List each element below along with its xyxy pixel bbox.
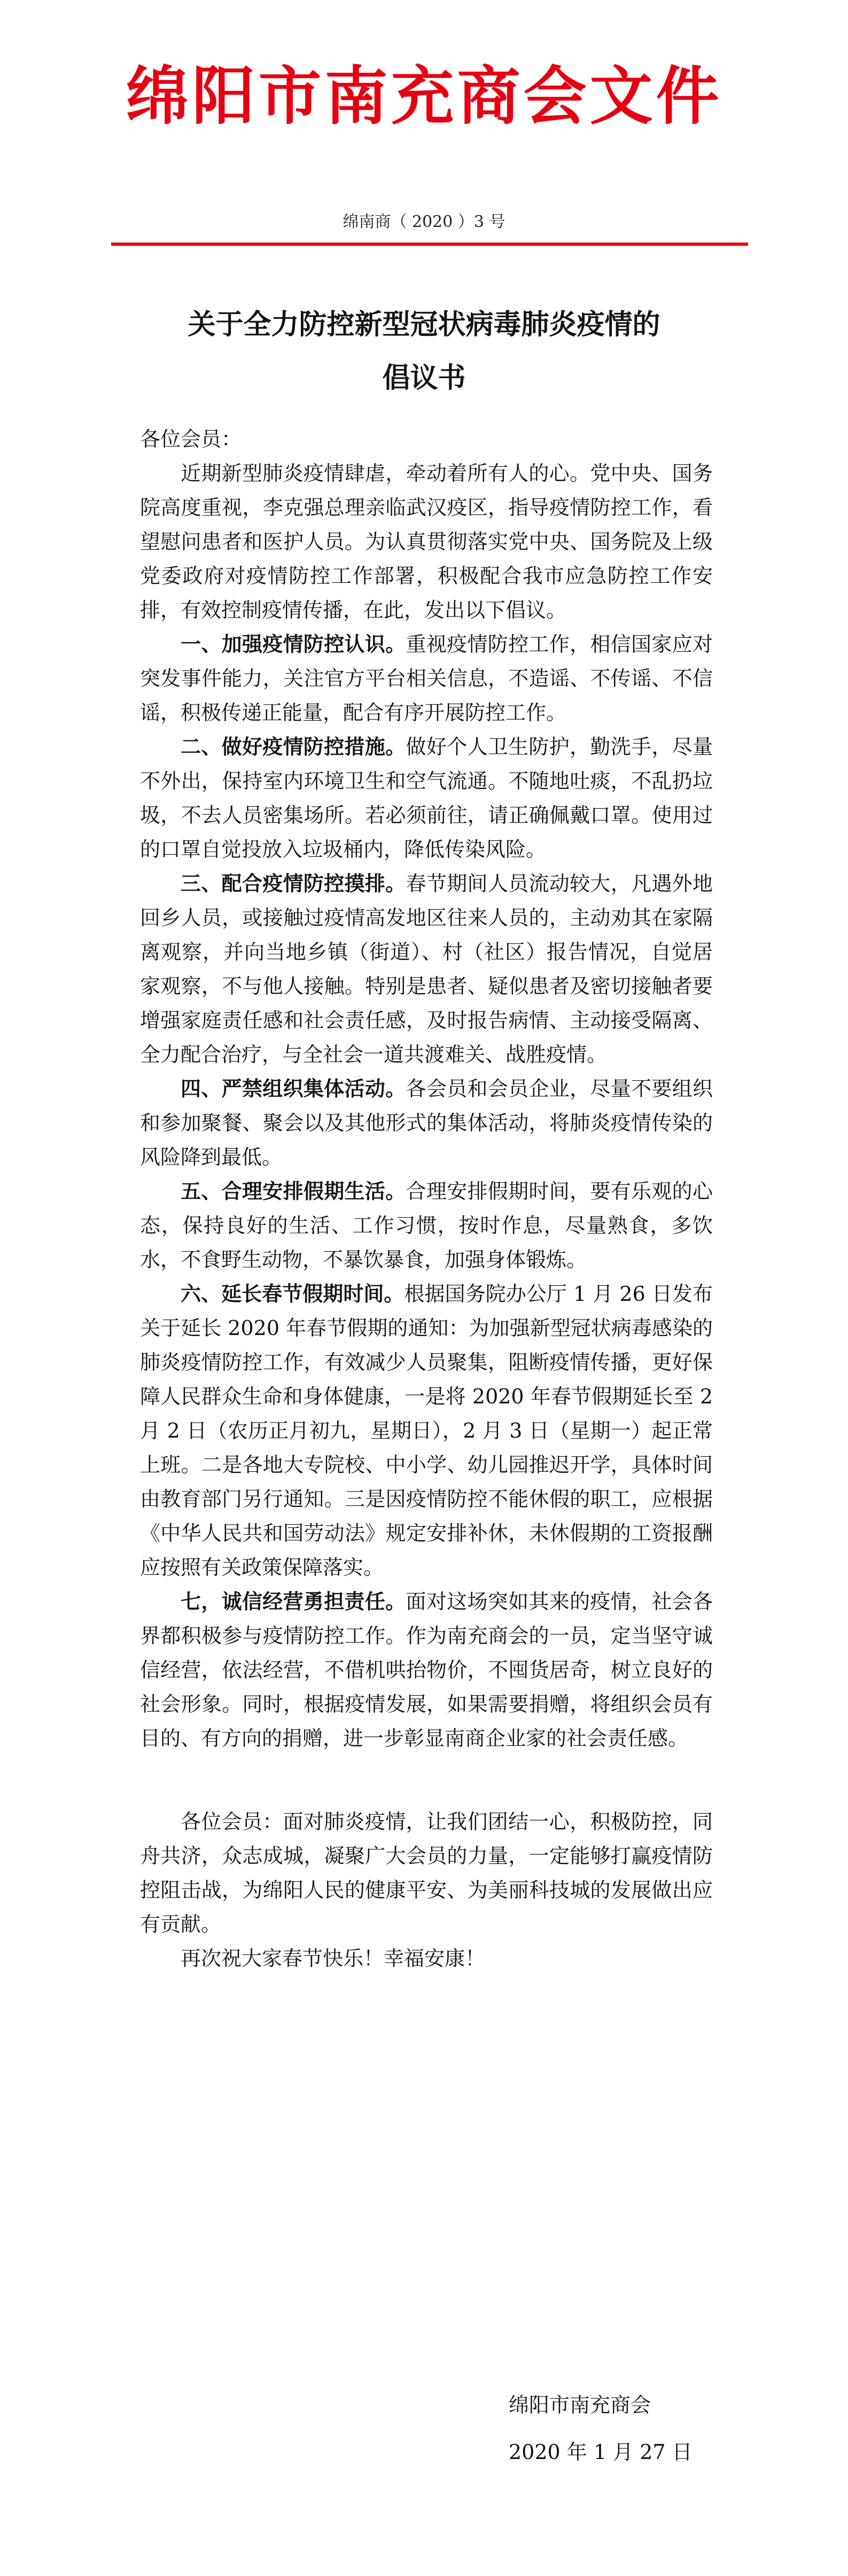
item-heading-5: 五、合理安排假期生活。 <box>181 1179 406 1203</box>
item-text-6: 根据国务院办公厅 1 月 26 日发布关于延长 2020 年春节假期的通知：为加强新型冠状病毒感染的肺炎疫情防控工作，有效减少人员聚集，阻断疫情传播，更好保障人民群众生命和身体健康，一是将 2020 年春节假期延长至 2 月 2 日（农历正月初九，星期日），2 月 3 日（星期一）起正常上班。二是各地大专院校、中小学、幼儿园推迟开学，具体时间由教育部门另行通知。三是因疫情防控不能休假的职工，应根据《中华人民共和国劳动法》规定安排补休，未休假期的工资报酬应按照有关政策保障落实。 <box>140 1282 713 1579</box>
item-paragraph-1 <box>140 627 713 730</box>
item-heading-7: 七，诚信经营勇担责任。 <box>181 1589 406 1613</box>
item-paragraph-4 <box>140 1072 713 1174</box>
red-divider-line <box>111 243 748 246</box>
document-title <box>0 298 848 405</box>
item-text-1: 重视疫情防控工作，相信国家应对突发事件能力，关注官方平台相关信息，不造谣、不传谣、不信谣，积极传递正能量，配合有序开展防控工作。 <box>140 633 713 724</box>
signature-org: 绵阳市南充商会 <box>509 2393 651 2417</box>
signature-block <box>509 2382 693 2476</box>
title-line-1: 关于全力防控新型冠状病毒肺炎疫情的 <box>188 308 660 341</box>
closing-paragraph: 各位会员：面对肺炎疫情，让我们团结一心，积极防控，同舟共济，众志成城，凝聚广大会员的力量，一定能够打赢疫情防控阻击战，为绵阳人民的健康平安、为美丽科技城的发展做出应有贡献。 <box>140 1810 713 1936</box>
signature-date: 2020 年 1 月 27 日 <box>509 2440 693 2464</box>
item-text-2: 做好个人卫生防护，勤洗手，尽量不外出，保持室内环境卫生和空气流通。不随地吐痰，不乱扔垃圾，不去人员密集场所。若必须前往，请正确佩戴口罩。使用过的口罩自觉投放入垃圾桶内，降低传染风险。 <box>140 735 713 861</box>
salutation: 各位会员： <box>140 427 242 451</box>
item-heading-6: 六、延长春节假期时间。 <box>181 1282 404 1306</box>
paragraph-spacer <box>140 1755 713 1805</box>
item-text-7: 面对这场突如其来的疫情，社会各界都积极参与疫情防控工作。作为南充商会的一员，定当坚守诚信经营，依法经营，不借机哄抬物价，不囤货居奇，树立良好的社会形象。同时，根据疫情发展，如果需要捐赠，将组织会员有目的、有方向的捐赠，进一步彰显南商企业家的社会责任感。 <box>140 1590 713 1750</box>
item-heading-4: 四、严禁组织集体活动。 <box>181 1076 406 1100</box>
item-heading-2: 二、做好疫情防控措施。 <box>181 735 406 759</box>
item-paragraph-2 <box>140 730 713 867</box>
item-text-4: 各会员和会员企业，尽量不要组织和参加聚餐、聚会以及其他形式的集体活动，将肺炎疫情传染的风险降到最低。 <box>140 1077 713 1169</box>
title-line-2: 倡议书 <box>382 362 466 394</box>
item-paragraph-5 <box>140 1174 713 1277</box>
item-text-3: 春节期间人员流动较大，凡遇外地回乡人员，或接触过疫情高发地区往来人员的，主动劝其在家隔离观察，并向当地乡镇（街道）、村（社区）报告情况，自觉居家观察，不与他人接触。特别是患者、疑似患者及密切接触者要增强家庭责任感和社会责任感，及时报告病情、主动接受隔离、全力配合治疗，与全社会一道共渡难关、战胜疫情。 <box>140 872 713 1066</box>
document-body <box>140 422 713 1976</box>
masthead-title: 绵阳市南充商会文件 <box>126 59 722 133</box>
item-paragraph-7 <box>140 1584 713 1755</box>
item-heading-3: 三、配合疫情防控摸排。 <box>181 871 406 895</box>
document-number: 绵南商（ 2020 ）3 号 <box>343 213 505 231</box>
wish-line: 再次祝大家春节快乐！幸福安康！ <box>181 1947 486 1970</box>
item-text-5: 合理安排假期时间，要有乐观的心态，保持良好的生活、工作习惯，按时作息，尽量熟食，多饮水，不食野生动物，不暴饮暴食，加强身体锻炼。 <box>140 1180 713 1271</box>
intro-paragraph: 近期新型肺炎疫情肆虐，牵动着所有人的心。党中央、国务院高度重视，李克强总理亲临武汉疫区，指导疫情防控工作，看望慰问患者和医护人员。为认真贯彻落实党中央、国务院及上级党委政府对疫情防控工作部署，积极配合我市应急防控工作安排，有效控制疫情传播，在此，发出以下倡议。 <box>140 462 713 622</box>
item-heading-1: 一、加强疫情防控认识。 <box>181 632 406 656</box>
item-paragraph-3 <box>140 867 713 1072</box>
item-paragraph-6 <box>140 1277 713 1584</box>
